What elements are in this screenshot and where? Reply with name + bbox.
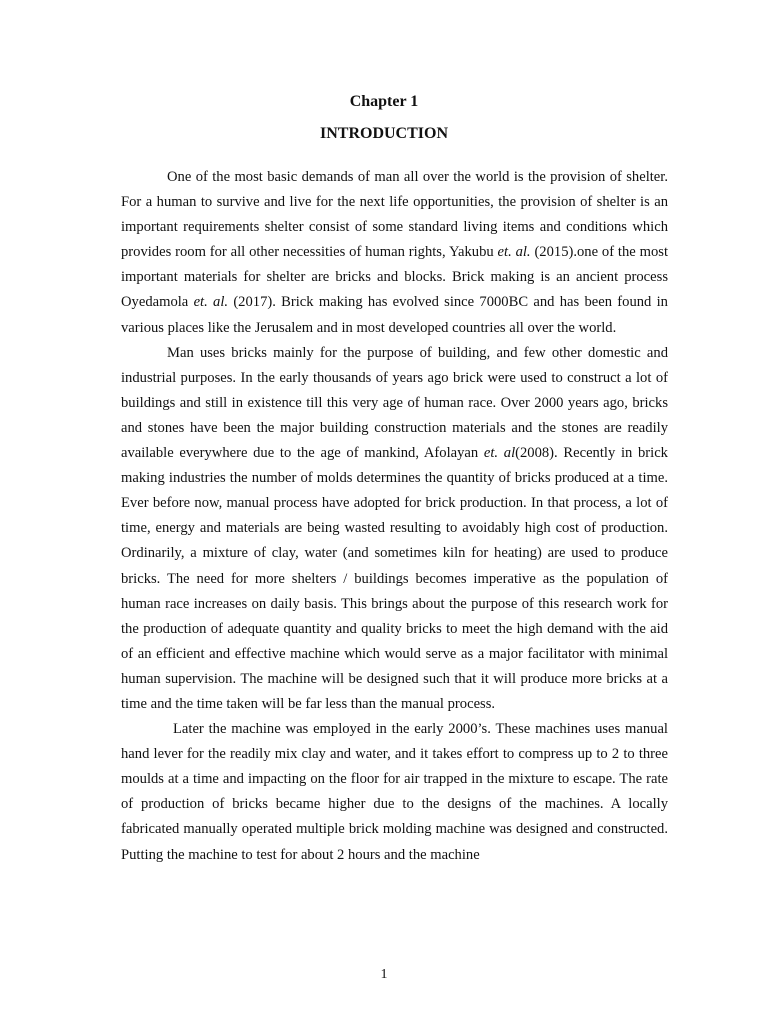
paragraph-1-text-b: (2015).one of the most important materials for shelter are bricks and blocks. Brick making is an ancient process Oyedamola [121,244,668,311]
paragraph-3 [121,717,668,868]
paragraph-1 [121,165,668,341]
paragraph-1-text-c: (2017). Brick making has evolved since 7000BC and has been found in various places like the Jerusalem and in most developed countries all over the world. [121,294,668,336]
paragraph-3-text: Later the machine was employed in the early 2000’s. These machines uses manual hand lever for the readily mix clay and water, and it takes effort to compress up to 2 to three moulds at a time and impacting on the floor for air trapped in the mixture to escape. The rate of production of bricks became higher due to the designs of the machines. A locally fabricated manually operated multiple brick molding machine was designed and constructed. Putting the machine to test for about 2 hours and the machine [121,721,668,863]
body-text [121,165,668,868]
paragraph-2-text-a: Man uses bricks mainly for the purpose of building, and few other domestic and industrial purposes. In the early thousands of years ago brick were used to construct a lot of buildings and still in existence till this very age of human race. Over 2000 years ago, bricks and stones have been the major building construction materials and the stones are readily available everywhere due to the age of mankind, Afolayan [121,344,668,462]
citation-et-al: et. al. [193,294,229,311]
chapter-title: INTRODUCTION [319,125,448,142]
paragraph-1-text-a: One of the most basic demands of man all over the world is the provision of shelter. For a human to survive and live for the next life opportunities, the provision of shelter is an important requirements shelter consist of some standard living items and conditions which provides room for all other necessities of human rights, Yakubu [121,169,668,261]
paragraph-2 [121,341,668,717]
paragraph-2-text-b: (2008). Recently in brick making industries the number of molds determines the quantity of bricks produced at a time. Ever before now, manual process have adopted for brick production. In that process, a lot of time, energy and materials are being wasted resulting to avoidably high cost of production. Ordinarily, a mixture of clay, water (and sometimes kiln for heating) are used to produce bricks. The need for more shelters / buildings becomes imperative as the population of human race increases on daily basis. This brings about the purpose of this research work for the production of adequate quantity and quality bricks to meet the high demand with the aid of an efficient and effective machine which would serve as a major facilitator with minimal human supervision. The machine will be designed such that it will produce more bricks at a time and the time taken will be far less than the manual process. [121,445,668,712]
chapter-label: Chapter 1 [349,93,419,110]
page-number: 1 [380,967,388,982]
citation-et-al: et. al. [497,244,531,261]
citation-et-al: et. al [483,445,516,462]
